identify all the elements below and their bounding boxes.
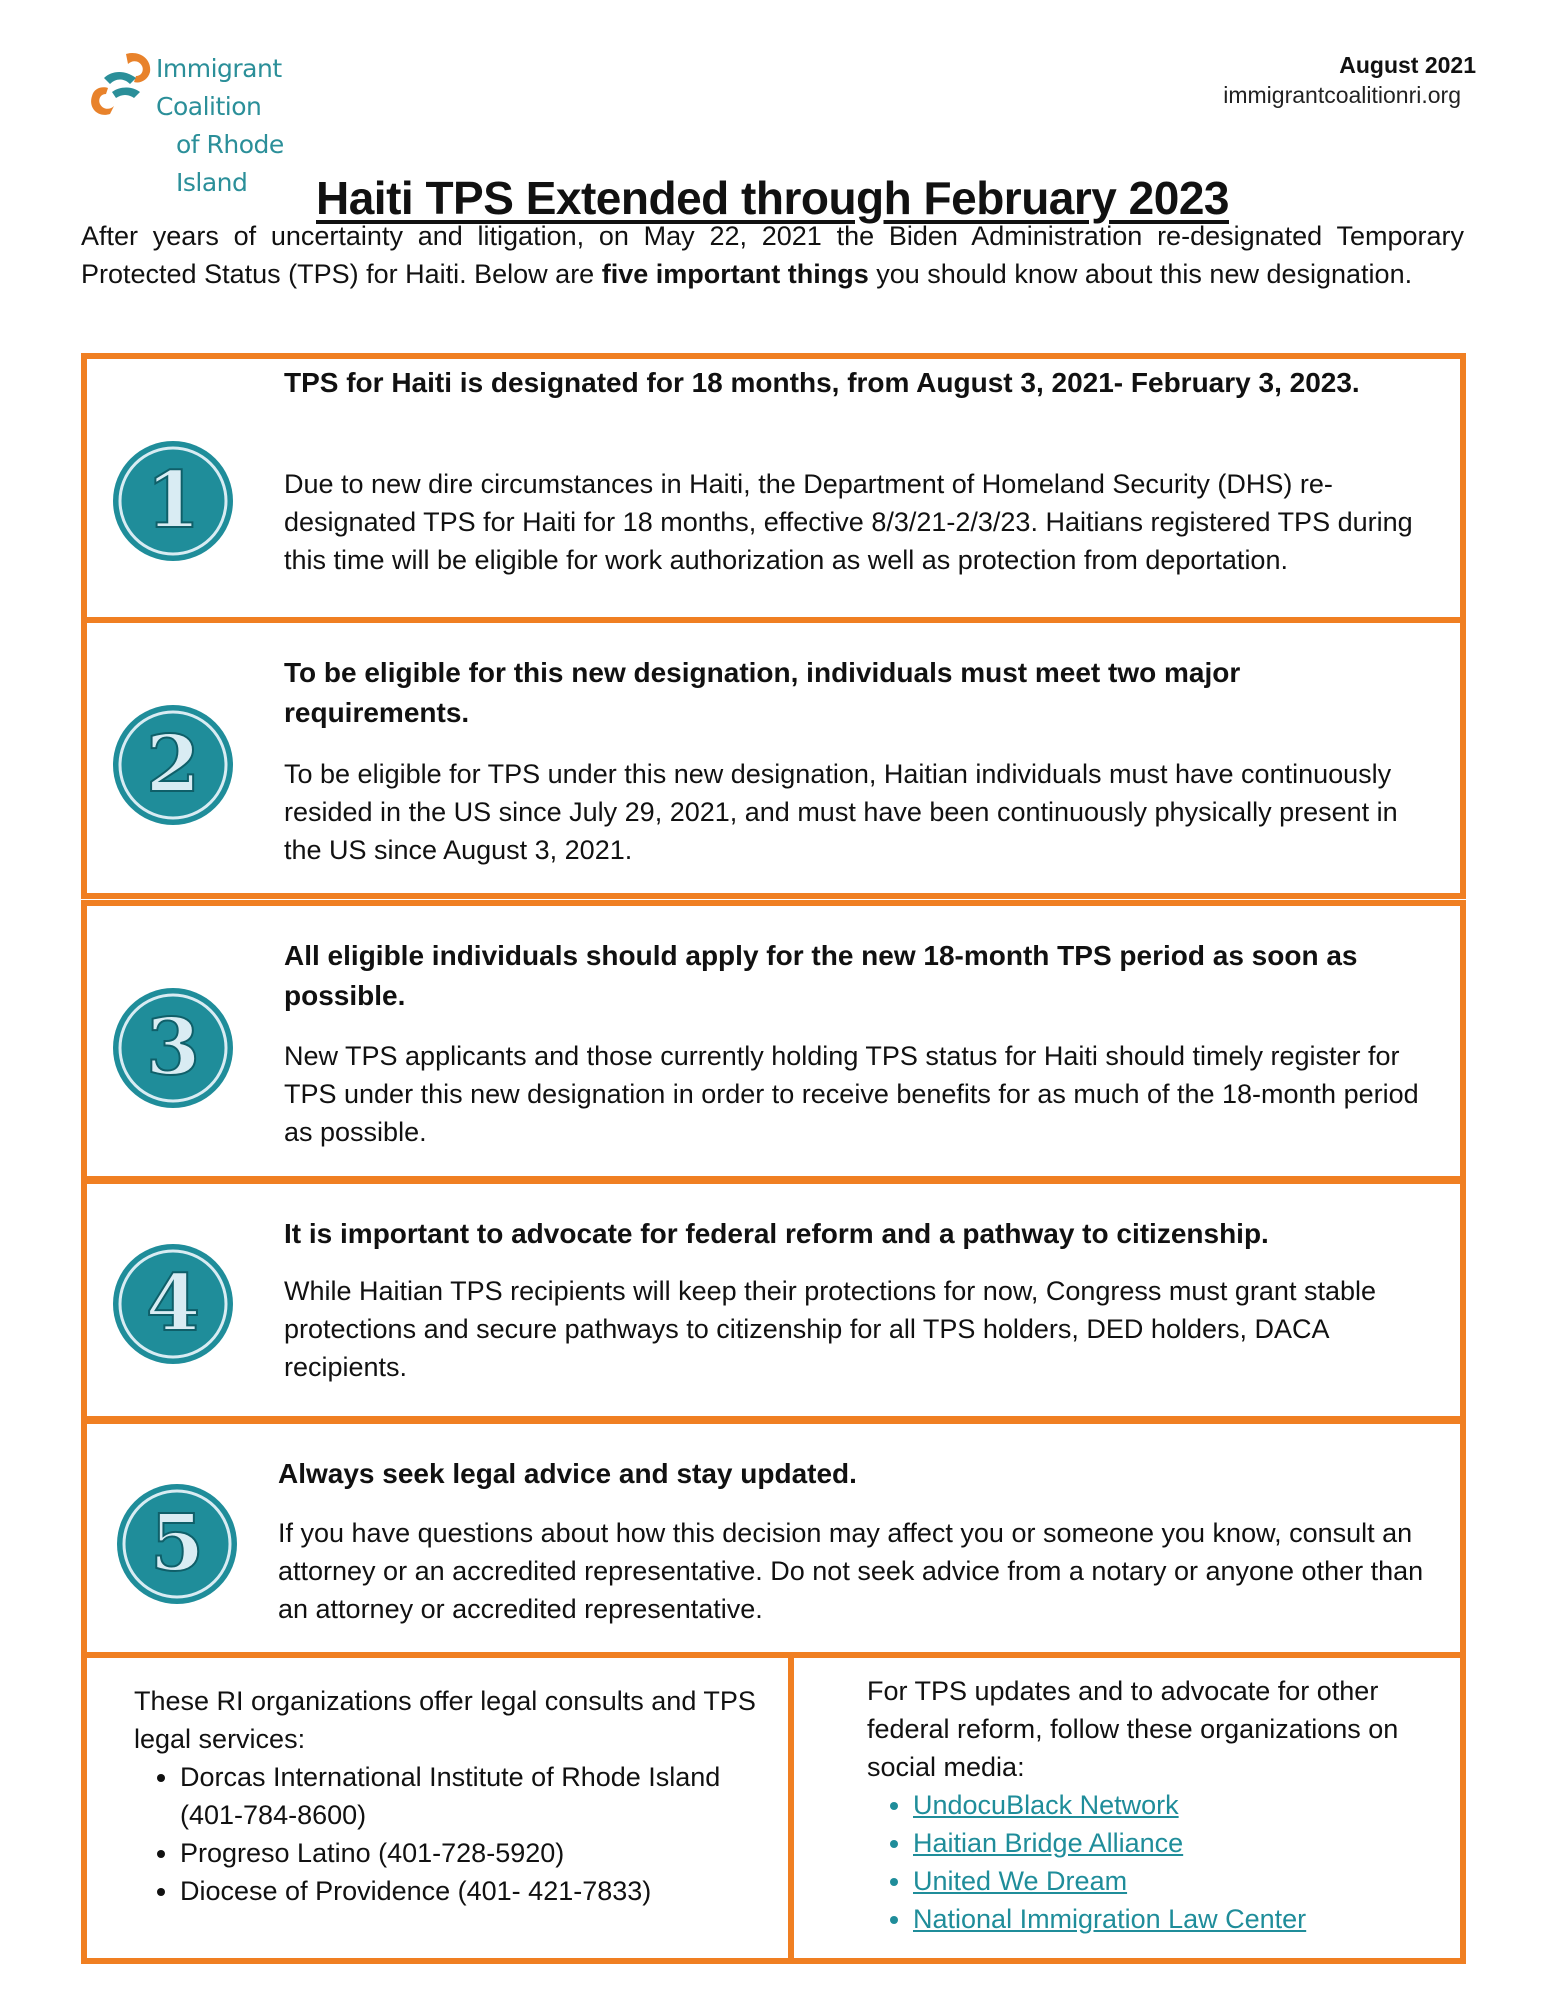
intro-text-before: After years of uncertainty and litigation, on May 22, 2021 the Biden Administration re-designated Temporary Protected Status (TPS) for Haiti. Below are — [81, 221, 1464, 289]
info-box-1 — [81, 353, 1466, 623]
link-undocublack-network[interactable]: UndocuBlack Network — [913, 1790, 1179, 1820]
publication-date: August 2021 — [1339, 52, 1476, 78]
item-4-body: While Haitian TPS recipients will keep their protections for now, Congress must grant stable protections and secure pathways to citizenship for all TPS holders, DED holders, DACA recipients. — [284, 1276, 1376, 1382]
badge-numeral: 2 — [145, 719, 201, 810]
list-item: • Progreso Latino (401-728-5920) — [180, 1834, 780, 1872]
number-5-badge-icon — [115, 1482, 239, 1606]
social-media-box — [794, 1652, 1466, 1964]
link-united-we-dream[interactable]: United We Dream — [913, 1866, 1128, 1896]
item-2-body: To be eligible for TPS under this new designation, Haitian individuals must have continuously resided in the US since July 29, 2021, and must have been continuously physically present in the US since August 3, 2021. — [284, 759, 1398, 865]
hands-logo-icon — [86, 48, 162, 120]
item-4-heading: It is important to advocate for federal reform and a pathway to citizenship. — [284, 1218, 1269, 1249]
item-1-heading: TPS for Haiti is designated for 18 months, from August 3, 2021- February 3, 2023. — [284, 367, 1360, 398]
link-national-immigration-law-center[interactable]: National Immigration Law Center — [913, 1904, 1307, 1934]
number-1-badge-icon — [111, 439, 235, 563]
logo-line-2: of Rhode Island — [176, 130, 284, 197]
item-3-heading: All eligible individuals should apply for the new 18-month TPS period as soon as possible. — [284, 940, 1358, 1011]
list-item — [913, 1900, 1306, 1938]
number-4-badge-icon — [111, 1242, 235, 1366]
item-3-body: New TPS applicants and those currently holding TPS status for Haiti should timely register for TPS under this new designation in order to receive benefits for as much of the 18-month period as possible. — [284, 1041, 1419, 1147]
info-box-4 — [81, 1178, 1466, 1422]
badge-numeral: 5 — [149, 1498, 205, 1589]
number-2-badge-icon — [111, 703, 235, 827]
badge-numeral: 1 — [145, 455, 201, 546]
info-box-2 — [81, 617, 1466, 899]
badge-numeral: 3 — [145, 1002, 201, 1093]
item-2-heading: To be eligible for this new designation, individuals must meet two major requirements. — [284, 657, 1241, 728]
item-5-body: If you have questions about how this decision may affect you or someone you know, consult an attorney or an accredited representative. Do not seek advice from a notary or anyone other than an attorney or accredited representative. — [278, 1518, 1424, 1624]
legal-services-intro: These RI organizations offer legal consults and TPS legal services: — [134, 1686, 756, 1754]
info-box-5 — [81, 1418, 1466, 1658]
logo-line-1: Immigrant Coalition — [156, 54, 282, 121]
intro-text-after: you should know about this new designation. — [868, 259, 1413, 289]
website-url: immigrantcoalitionri.org — [1223, 82, 1461, 108]
list-item: • Diocese of Providence (401- 421-7833) — [180, 1872, 780, 1910]
social-media-intro: For TPS updates and to advocate for other federal reform, follow these organizations on social media: — [867, 1676, 1399, 1782]
intro-paragraph — [81, 217, 1464, 293]
list-item — [913, 1824, 1306, 1862]
legal-services-list — [134, 1758, 780, 1910]
item-1-body: Due to new dire circumstances in Haiti, the Department of Homeland Security (DHS) re-designated TPS for Haiti for 18 months, effective 8/3/21-2/3/23. Haitians registered TPS during this time will be eligible for work authorization as well as protection from deportation. — [284, 469, 1413, 575]
organization-logo — [86, 44, 346, 197]
number-3-badge-icon — [111, 986, 235, 1110]
item-5-heading: Always seek legal advice and stay updated. — [278, 1458, 857, 1489]
badge-numeral: 4 — [145, 1258, 201, 1349]
info-box-3 — [81, 900, 1466, 1182]
page-title: Haiti TPS Extended through February 2023 — [316, 171, 1229, 224]
social-media-list — [867, 1786, 1306, 1938]
list-item: • Dorcas International Institute of Rhode Island (401-784-8600) — [180, 1758, 780, 1834]
list-item — [913, 1862, 1306, 1900]
link-haitian-bridge-alliance[interactable]: Haitian Bridge Alliance — [913, 1828, 1184, 1858]
legal-services-box — [81, 1652, 794, 1964]
intro-bold-text: five important things — [601, 259, 869, 289]
list-item — [913, 1786, 1306, 1824]
